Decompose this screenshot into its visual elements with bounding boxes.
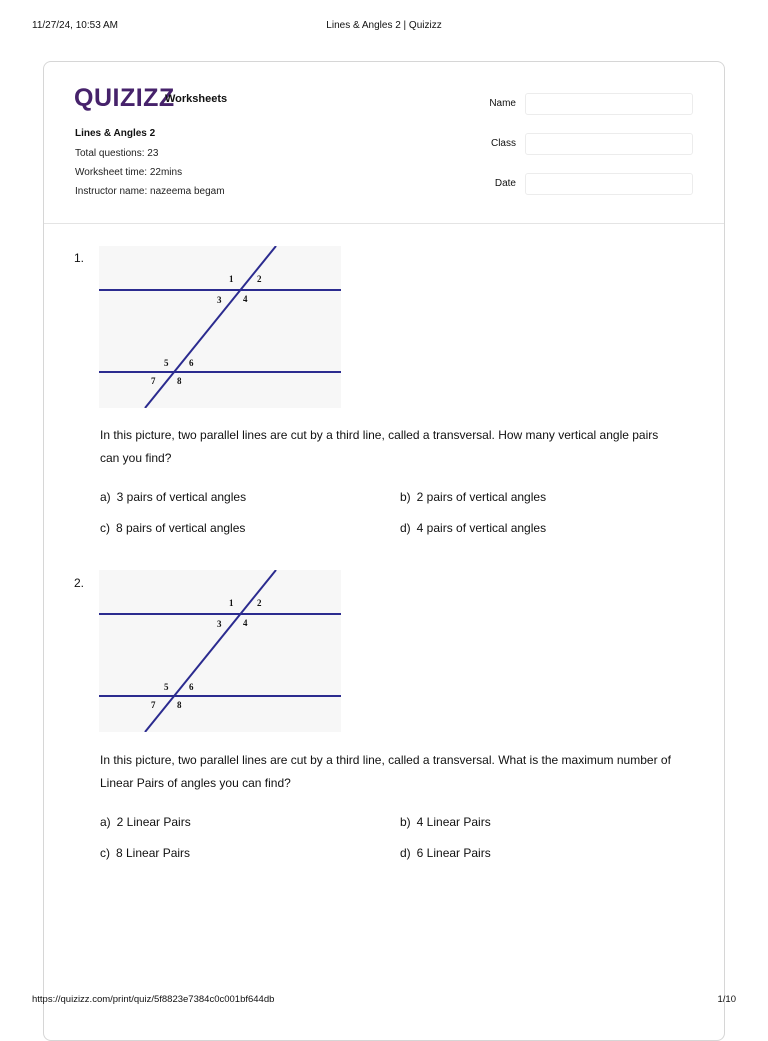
option-text: 2 pairs of vertical angles — [416, 490, 547, 504]
worksheet-title: Lines & Angles 2 — [75, 128, 156, 139]
angle-label-7: 7 — [151, 700, 156, 710]
angle-label-8: 8 — [177, 376, 182, 386]
worksheet-time: Worksheet time: 22mins — [75, 167, 183, 178]
question-text: In this picture, two parallel lines are cut by a third line, called a transversal. What is the maximum number of Linear Pairs of angles you can find? — [100, 753, 671, 790]
angle-label-3: 3 — [217, 295, 222, 305]
angle-label-8: 8 — [177, 700, 182, 710]
figure-background — [99, 246, 341, 408]
answer-option-b[interactable] — [400, 490, 546, 504]
print-header — [32, 20, 736, 34]
angle-label-5: 5 — [164, 358, 169, 368]
option-letter: a) — [100, 815, 111, 829]
worksheet-card — [43, 61, 725, 1041]
option-text: 8 pairs of vertical angles — [116, 521, 246, 535]
angle-label-2: 2 — [257, 598, 262, 608]
answer-option-a[interactable] — [100, 815, 191, 829]
option-letter: d) — [400, 846, 411, 860]
angle-label-7: 7 — [151, 376, 156, 386]
option-letter: d) — [400, 521, 411, 535]
angle-label-6: 6 — [189, 358, 194, 368]
option-letter: a) — [100, 490, 111, 504]
angle-label-1: 1 — [229, 274, 234, 284]
option-text: 4 Linear Pairs — [416, 815, 491, 829]
name-label: Name — [489, 98, 516, 109]
option-text: 2 Linear Pairs — [116, 815, 191, 829]
question-number: 1. — [74, 251, 85, 265]
print-datetime: 11/27/24, 10:53 AM — [32, 20, 118, 31]
figure-background — [99, 570, 341, 732]
angle-label-5: 5 — [164, 682, 169, 692]
question-number: 2. — [74, 576, 85, 590]
worksheet-header — [44, 62, 724, 224]
date-field[interactable] — [525, 173, 693, 195]
transversal-figure — [99, 246, 341, 408]
class-label: Class — [490, 138, 516, 149]
name-field[interactable] — [525, 93, 693, 115]
option-letter: b) — [400, 490, 411, 504]
question-text: In this picture, two parallel lines are cut by a third line, called a transversal. How many vertical angle pairs can you find? — [100, 428, 659, 465]
answer-option-c[interactable] — [100, 521, 245, 535]
class-field[interactable] — [525, 133, 693, 155]
angle-label-3: 3 — [217, 619, 222, 629]
page-number: 1/10 — [717, 994, 736, 1005]
answer-option-c[interactable] — [100, 846, 190, 860]
answer-option-b[interactable] — [400, 815, 491, 829]
answer-option-d[interactable] — [400, 521, 546, 535]
option-letter: c) — [100, 521, 110, 535]
print-page-title: Lines & Angles 2 | Quizizz — [326, 20, 442, 31]
angle-label-2: 2 — [257, 274, 262, 284]
option-letter: c) — [100, 846, 110, 860]
transversal-figure — [99, 570, 341, 732]
total-questions: Total questions: 23 — [75, 148, 159, 159]
option-text: 6 Linear Pairs — [416, 846, 491, 860]
angle-label-4: 4 — [243, 618, 248, 628]
angle-label-4: 4 — [243, 294, 248, 304]
logo-suffix: Worksheets — [165, 93, 228, 105]
print-url: https://quizizz.com/print/quiz/5f8823e7384c0c001bf644db — [32, 994, 275, 1005]
option-letter: b) — [400, 815, 411, 829]
date-label: Date — [494, 178, 516, 189]
answer-option-a[interactable] — [100, 490, 246, 504]
answer-option-d[interactable] — [400, 846, 491, 860]
angle-label-6: 6 — [189, 682, 194, 692]
quizizz-logo: QUIZIZZ — [74, 84, 175, 112]
instructor-name: Instructor name: nazeema begam — [75, 186, 225, 197]
option-text: 8 Linear Pairs — [116, 846, 191, 860]
option-text: 4 pairs of vertical angles — [416, 521, 547, 535]
option-text: 3 pairs of vertical angles — [116, 490, 247, 504]
angle-label-1: 1 — [229, 598, 234, 608]
